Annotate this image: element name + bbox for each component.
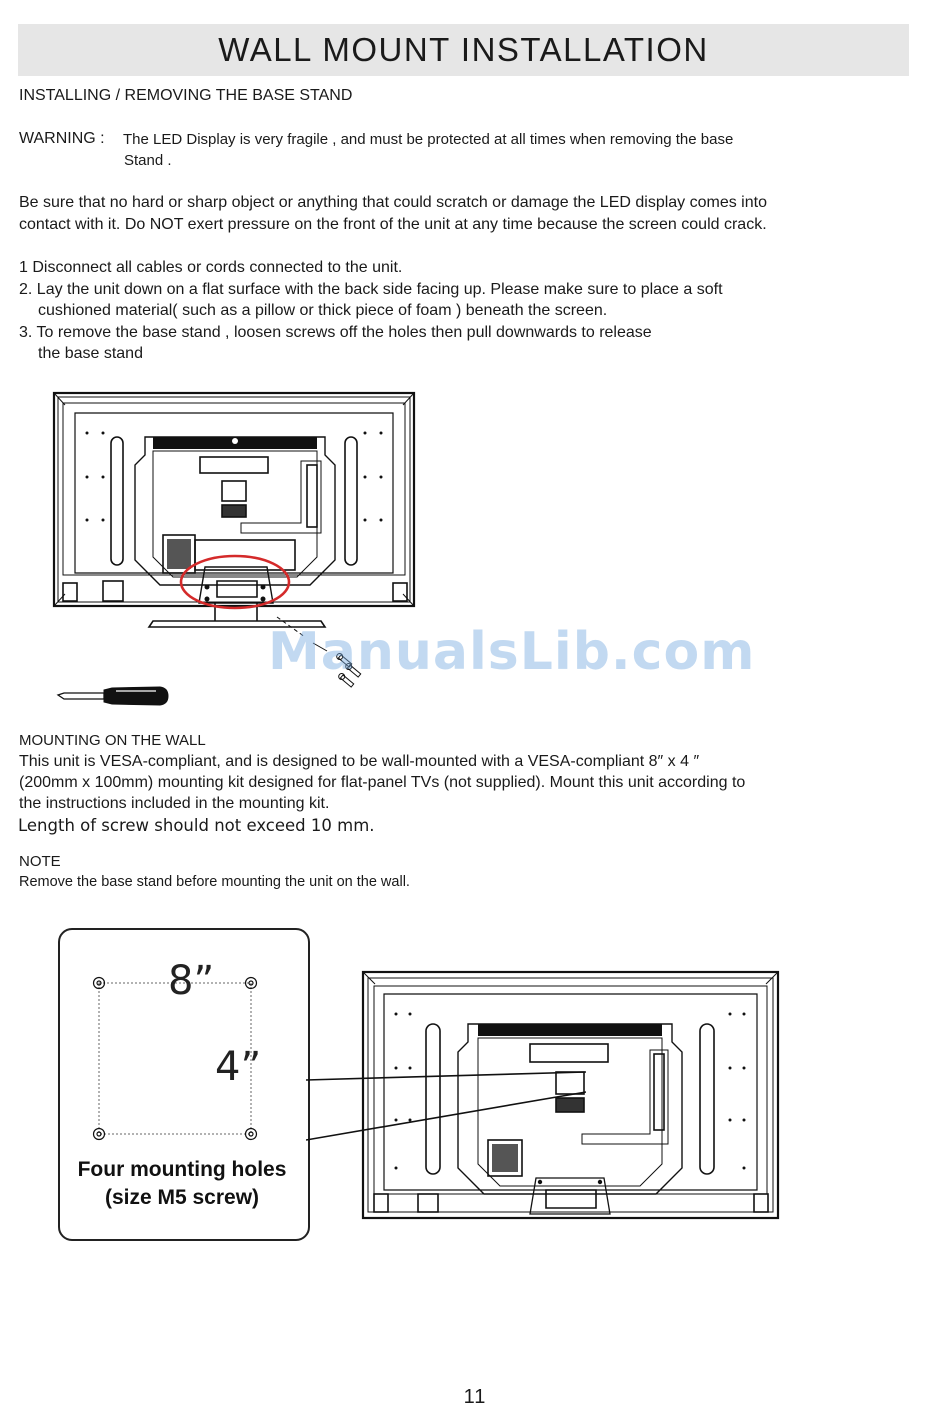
step-3-line2: the base stand [38,345,143,362]
warning-label: WARNING : [19,130,105,147]
step-1: 1 Disconnect all cables or cords connected to the unit. [19,259,403,276]
mounting-text-line3: the instructions included in the mounting kit. [19,795,330,812]
watermark-text: ManualsLib.com [268,622,756,682]
screwdriver-icon [56,682,172,710]
mounting-holes-label-line1: Four mounting holes [77,1158,287,1181]
vesa-height-label: 4” [215,1044,262,1090]
caution-text-line2: contact with it. Do NOT exert pressure on the front of the unit at any time because the screen could crack. [19,216,767,233]
step-2-line1: 2. Lay the unit down on a flat surface with the back side facing up. Please make sure to place a soft [19,281,723,298]
warning-text-line2: Stand . [124,152,172,169]
section-heading-mounting: MOUNTING ON THE WALL [19,732,206,749]
title-bar [18,24,909,76]
caution-text-line1: Be sure that no hard or sharp object or anything that could scratch or damage the LED display comes into [19,194,767,211]
vesa-width-label: 8” [168,958,215,1004]
screw-length-note: Length of screw should not exceed 10 mm. [18,816,375,835]
mounting-holes-label-line2: (size M5 screw) [104,1186,260,1209]
mounting-text-line2: (200mm x 100mm) mounting kit designed for flat-panel TVs (not supplied). Mount this unit according to [19,774,746,791]
step-3-line1: 3. To remove the base stand , loosen screws off the holes then pull downwards to release [19,324,652,341]
tv-back-mount-illustration [360,968,782,1223]
note-text: Remove the base stand before mounting the unit on the wall. [19,874,410,890]
mounting-text-line1: This unit is VESA-compliant, and is designed to be wall-mounted with a VESA-compliant 8″ x 4 ″ [19,753,700,770]
page-number: 11 [463,1386,487,1408]
page-title: WALL MOUNT INSTALLATION [218,31,709,68]
step-2-line2: cushioned material( such as a pillow or thick piece of foam ) beneath the screen. [38,302,608,319]
note-heading: NOTE [19,853,61,870]
warning-text-line1: The LED Display is very fragile , and must be protected at all times when removing the base [123,131,734,148]
section-heading-installing: INSTALLING / REMOVING THE BASE STAND [19,87,353,104]
